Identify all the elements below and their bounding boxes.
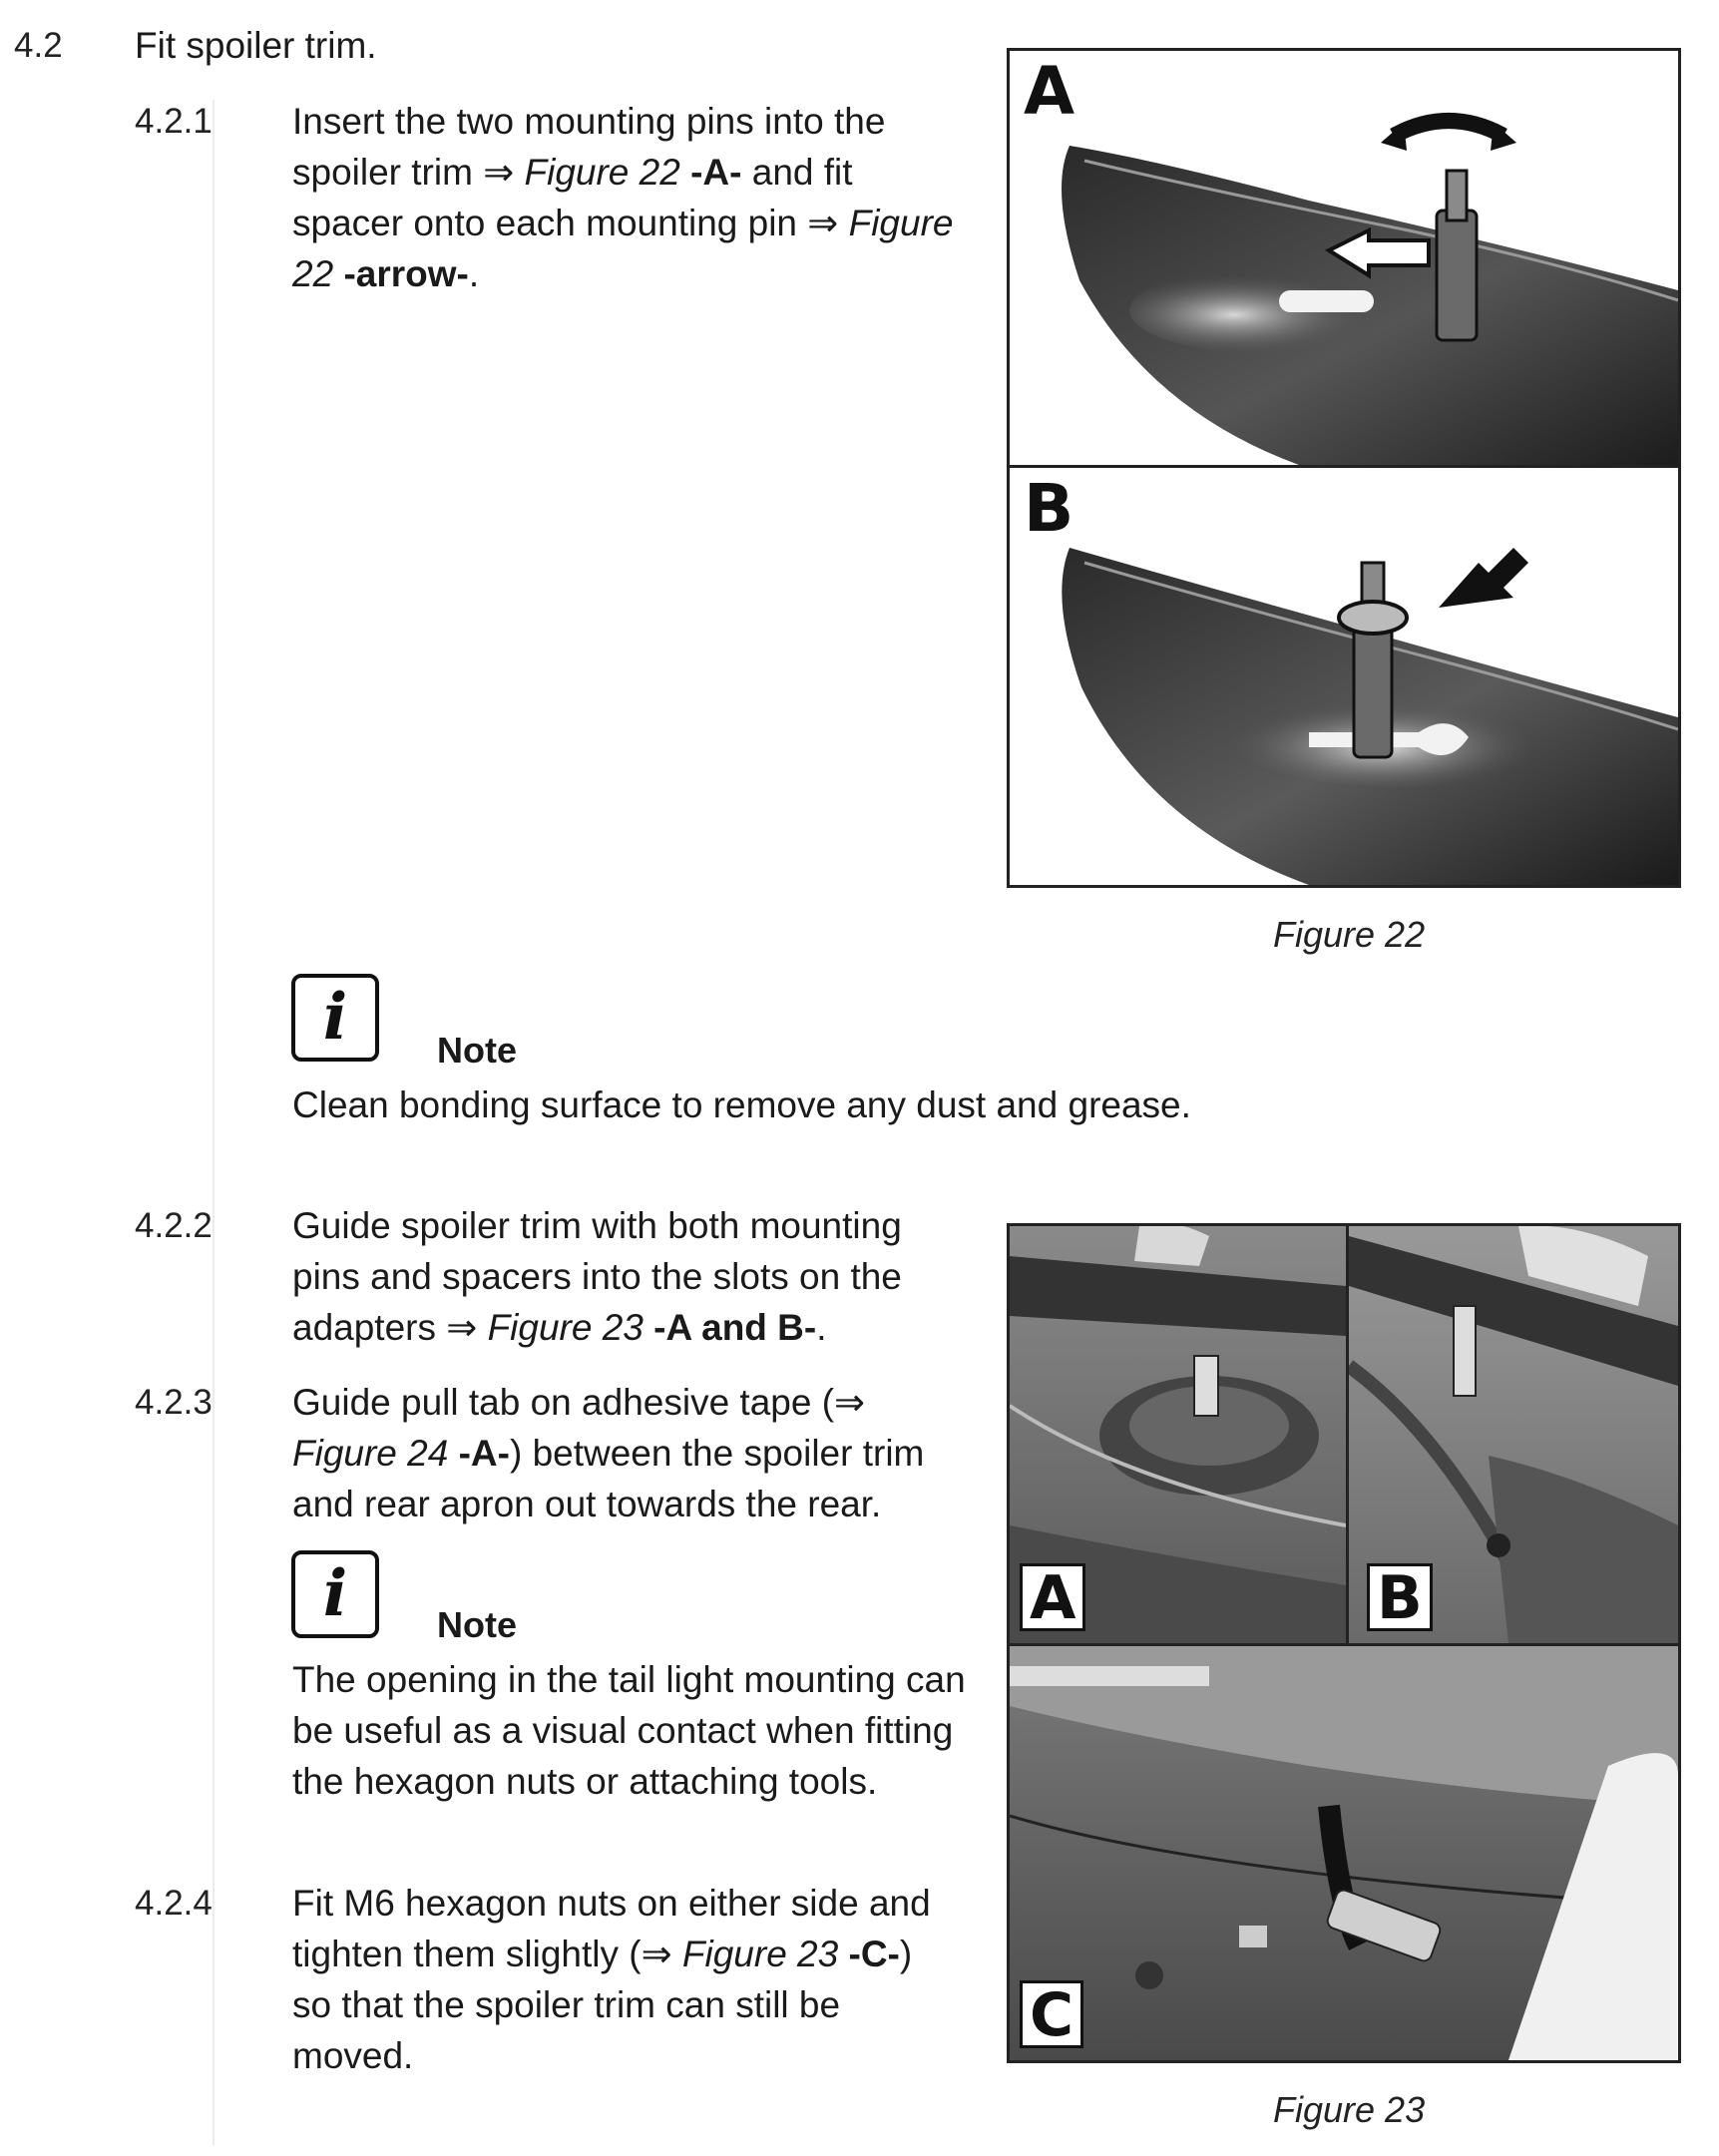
arrow-icon: ⇒ (446, 1307, 478, 1348)
figure-22 (1007, 48, 1681, 888)
arrow-icon: ⇒ (641, 1934, 672, 1974)
section-title: Fit spoiler trim. (135, 25, 377, 66)
step-number: 4.2.4 (135, 1884, 213, 1923)
figure-link[interactable]: Figure 22 (292, 203, 954, 294)
figure-link[interactable]: Figure 22 (524, 152, 680, 193)
figure-22-panel-b (1010, 468, 1678, 885)
step-text: Fit M6 hexagon nuts on either side and tighten them slightly (⇒ Figure 23 -C-) so that the spoiler trim can still be moved. (292, 1883, 931, 2076)
figure-23-panel-c (1010, 1646, 1678, 2060)
step-text: Guide spoiler trim with both mounting pins and spacers into the slots on the adapters ⇒ Figure 23 -A and B-. (292, 1205, 902, 1348)
trunk-photo (1010, 1646, 1678, 2060)
step-text: Guide pull tab on adhesive tape (⇒ Figure 24 -A-) between the spoiler trim and rear apron out towards the rear. (292, 1382, 925, 1524)
panel-label: A (1020, 1563, 1085, 1631)
figure-23-panel-b (1349, 1226, 1678, 1646)
figure-link[interactable]: Figure 23 (487, 1307, 644, 1348)
figure-22-caption: Figure 22 (1273, 914, 1426, 955)
figure-23-panel-a (1010, 1226, 1349, 1646)
spoiler-illustration (1010, 468, 1678, 885)
arrow-icon: ⇒ (807, 203, 839, 243)
panel-label: C (1020, 1980, 1083, 2048)
panel-label: B (1367, 1563, 1433, 1631)
note-title: Note (437, 1604, 517, 1645)
info-icon: i (291, 1550, 379, 1638)
figure-23 (1007, 1223, 1681, 2063)
note-text: The opening in the tail light mounting can be useful as a visual contact when fitting the hexagon nuts or attaching tools. (292, 1659, 966, 1802)
spoiler-illustration (1010, 51, 1678, 465)
section-number: 4.2 (14, 26, 63, 65)
note-text: Clean bonding surface to remove any dust and grease. (292, 1084, 1191, 1125)
arrow-icon: ⇒ (834, 1382, 866, 1423)
step-number: 4.2.2 (135, 1206, 213, 1245)
panel-label: A (1024, 53, 1075, 130)
step-number: 4.2.3 (135, 1383, 213, 1422)
step-number: 4.2.1 (135, 102, 213, 141)
arrow-icon: ⇒ (483, 152, 515, 193)
step-text: Insert the two mounting pins into the spoiler trim ⇒ Figure 22 -A- and fit spacer onto each mounting pin ⇒ Figure 22 -arrow-. (292, 101, 954, 294)
margin-rule (213, 100, 215, 2145)
figure-22-panel-a (1010, 51, 1678, 468)
panel-label: B (1024, 470, 1074, 547)
info-icon: i (291, 974, 379, 1062)
figure-link[interactable]: Figure 24 (292, 1433, 449, 1474)
figure-link[interactable]: Figure 23 (681, 1934, 839, 1974)
note-title: Note (437, 1030, 517, 1071)
figure-23-caption: Figure 23 (1273, 2089, 1426, 2130)
